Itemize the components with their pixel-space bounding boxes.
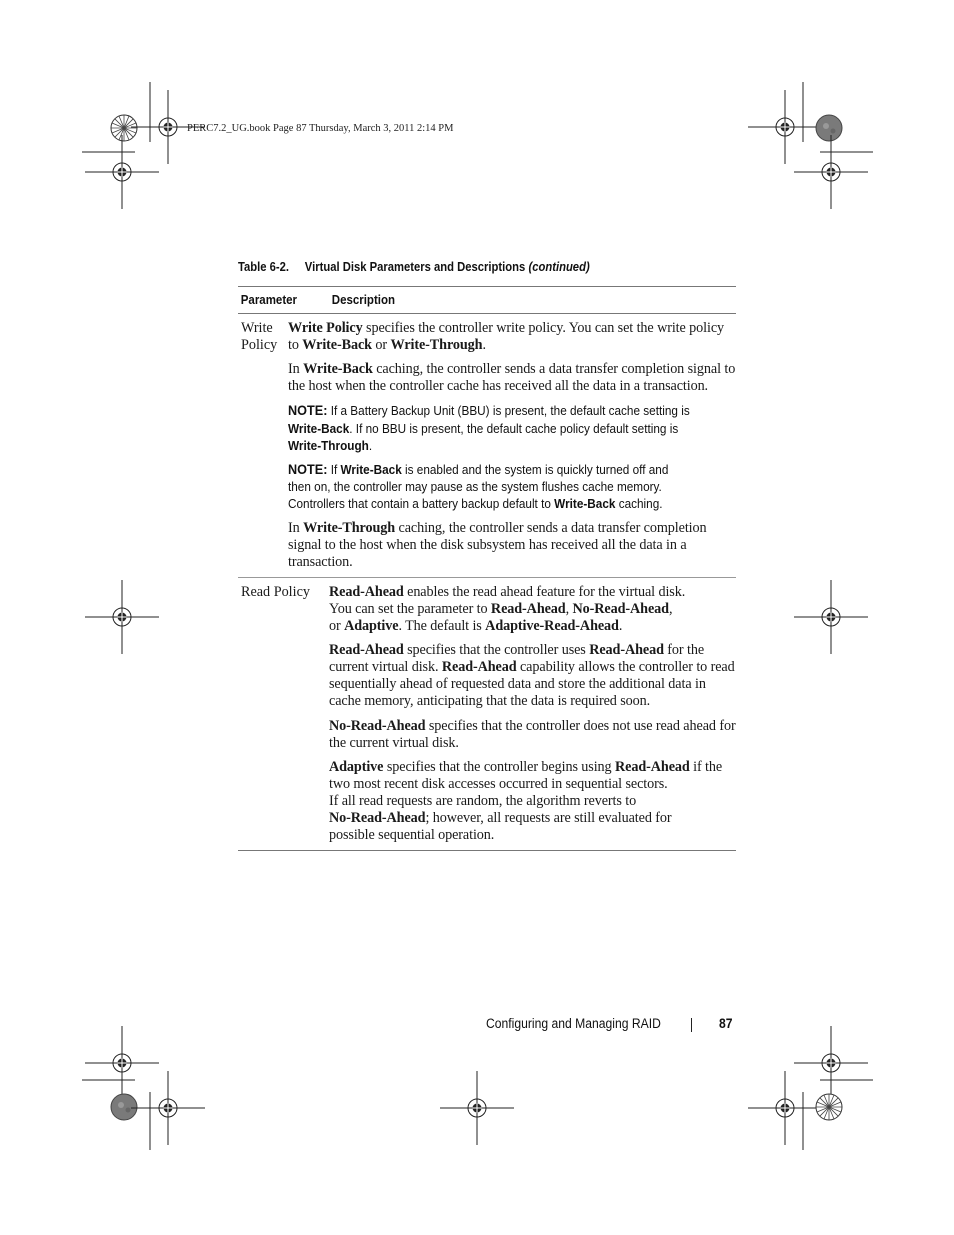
virtual-disk-parameters-table	[238, 286, 736, 851]
table-title: Virtual Disk Parameters and Descriptions	[304, 260, 526, 274]
note-block: NOTE: If Write-Back is enabled and the system is quickly turned off and then on, the controller may pause as the system flushes cache memory. Controllers that contain a battery backup default to Write-Back caching.	[288, 460, 669, 512]
description-paragraph: Write Policy specifies the controller write policy. You can set the write policy to Write-Back or Write-Through.	[288, 320, 725, 354]
footer-divider	[691, 1018, 692, 1032]
bold-term: Write-Through	[303, 519, 396, 536]
bold-term: Read-Ahead	[329, 583, 404, 600]
note-label: NOTE:	[288, 402, 328, 419]
table-row-write-policy	[238, 314, 736, 577]
bold-term: Write-Back	[302, 337, 372, 354]
bold-term: Write-Back	[303, 361, 373, 378]
parameter-name: Write Policy	[241, 320, 278, 353]
bold-term: Adaptive-Read-Ahead	[485, 618, 619, 635]
page-number: 87	[719, 1016, 733, 1031]
note-block: NOTE: If a Battery Backup Unit (BBU) is present, the default cache setting is Write-Back. If no BBU is present, the default cache policy default setting is Write-Through.	[288, 402, 690, 453]
description-paragraph: Adaptive specifies that the controller begins using Read-Ahead if the two most recent disk accesses occurred in sequential sectors. If all read requests are random, the algorithm reverts to No-Read-Ahead; however, all requests are still evaluated for possible sequential operation.	[329, 758, 723, 844]
note-label: NOTE:	[288, 460, 328, 477]
description-paragraph: In Write-Back caching, the controller sends a data transfer completion signal to the host when the controller cache has received all the data in a transaction.	[288, 361, 736, 395]
table-caption	[238, 260, 590, 274]
bold-term: Read-Ahead	[329, 642, 404, 659]
description-paragraph: Read-Ahead enables the read ahead feature for the virtual disk. You can set the parameter to Read-Ahead, No-Read-Ahead, or Adaptive. The default is Adaptive-Read-Ahead.	[329, 583, 686, 635]
bold-term: Write-Back	[554, 496, 616, 512]
column-header-parameter: Parameter	[240, 293, 298, 307]
table-number: Table 6-2.	[238, 260, 290, 274]
table-continued-label: (continued)	[528, 260, 590, 274]
bold-term: Write-Through	[390, 337, 483, 354]
bold-term: Read-Ahead	[589, 642, 664, 659]
bold-term: Read-Ahead	[615, 758, 690, 775]
bold-term: Adaptive	[329, 758, 384, 775]
bold-term: Read-Ahead	[441, 659, 517, 676]
parameter-description	[326, 578, 736, 850]
table-header-row	[238, 287, 736, 314]
bold-term: No-Read-Ahead	[572, 600, 669, 617]
column-header-description: Description	[331, 293, 396, 307]
parameter-name: Read Policy	[241, 583, 310, 600]
bold-term: Write-Through	[288, 437, 369, 453]
description-paragraph: Read-Ahead specifies that the controller uses Read-Ahead for the current virtual disk. Read-Ahead capability allows the controller to read sequentially ahead of requested data and store the additional data in cache memory, anticipating that the data is required soon.	[329, 642, 735, 710]
bold-term: Read-Ahead	[490, 600, 566, 617]
bold-term: Write-Back	[340, 461, 402, 477]
footer-chapter-title: Configuring and Managing RAID	[486, 1016, 661, 1031]
bold-term: No-Read-Ahead	[329, 810, 426, 826]
print-header-stamp: PERC7.2_UG.book Page 87 Thursday, March 3, 2011 2:14 PM	[187, 123, 454, 134]
description-paragraph: No-Read-Ahead specifies that the controller does not use read ahead for the current virtual disk.	[329, 717, 736, 751]
bold-term: No-Read-Ahead	[329, 717, 426, 734]
bold-term: Write-Back	[288, 420, 350, 436]
bold-term: Adaptive	[344, 618, 399, 635]
description-paragraph: In Write-Through caching, the controller sends a data transfer completion signal to the host when the disk subsystem has received all the data in a transaction.	[288, 519, 707, 570]
parameter-description	[285, 314, 736, 577]
table-row-read-policy	[238, 577, 736, 850]
bold-term: Write Policy	[288, 320, 363, 336]
